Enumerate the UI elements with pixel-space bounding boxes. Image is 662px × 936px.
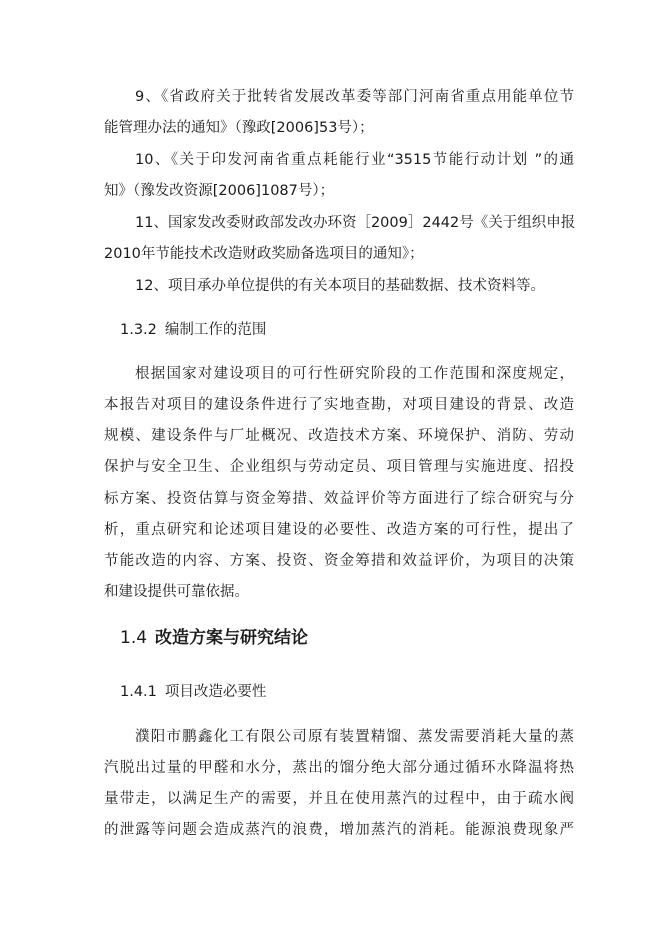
- paragraph-line: 标方案、投资估算与资金筹措、效益评价等方面进行了综合研究与分: [104, 491, 574, 507]
- section-heading-1-3-2: [120, 320, 266, 340]
- paragraph-line: 量带走，以满足生产的需要，并且在使用蒸汽的过程中，由于疏水阀: [104, 791, 574, 807]
- reference-item-9-line-1: 9、《省政府关于批转省发展改革委等部门河南省重点用能单位节: [135, 89, 574, 105]
- section-heading-1-4-1: [120, 682, 266, 702]
- paragraph-line: 规模、建设条件与厂址概况、改造技术方案、环境保护、消防、劳动: [104, 428, 574, 444]
- reference-item-12: 12、项目承办单位提供的有关本项目的基础数据、技术资料等。: [135, 278, 545, 294]
- reference-item-9-line-2: 能管理办法的通知》（豫政[2006]53号）；: [104, 120, 374, 136]
- reference-item-10-line-1: 10、《关于印发河南省重点耗能行业“3515节能行动计划 ”的通: [135, 152, 574, 168]
- paragraph-line: 和建设提供可靠依据。: [104, 584, 249, 600]
- paragraph-line: 的泄露等问题会造成蒸汽的浪费，增加蒸汽的消耗。能源浪费现象严: [104, 822, 574, 838]
- section-heading-1-4: [120, 626, 308, 650]
- paragraph-line: 本报告对项目的建设条件进行了实地查勘，对项目建设的背景、改造: [104, 397, 574, 413]
- section-title: 编制工作的范围: [164, 322, 267, 338]
- paragraph-line: 汽脱出过量的甲醛和水分，蒸出的馏分绝大部分通过循环水降温将热: [104, 760, 574, 776]
- paragraph-line: 根据国家对建设项目的可行性研究阶段的工作范围和深度规定，: [135, 366, 574, 382]
- paragraph-line: 析，重点研究和论述项目建设的必要性、改造方案的可行性，提出了: [104, 522, 574, 538]
- section-number: 1.4.1: [120, 684, 157, 700]
- section-number: 1.4: [120, 628, 148, 648]
- paragraph-line: 节能改造的内容、方案、投资、资金筹措和效益评价，为项目的决策: [104, 553, 574, 569]
- reference-item-10-line-2: 知》（豫发改资源[2006]1087号）；: [104, 183, 335, 199]
- section-title: 改造方案与研究结论: [155, 628, 309, 648]
- section-title: 项目改造必要性: [164, 684, 267, 700]
- paragraph-line: 保护与安全卫生、企业组织与劳动定员、项目管理与实施进度、招投: [104, 459, 574, 475]
- section-number: 1.3.2: [120, 322, 157, 338]
- reference-item-11-line-2: 2010年节能技术改造财政奖励备选项目的通知》；: [104, 246, 424, 262]
- paragraph-line: 濮阳市鹏鑫化工有限公司原有装置精馏、蒸发需要消耗大量的蒸: [135, 729, 574, 745]
- reference-item-11-line-1: 11、国家发改委财政部发改办环资［2009］2442号《关于组织申报: [135, 215, 576, 231]
